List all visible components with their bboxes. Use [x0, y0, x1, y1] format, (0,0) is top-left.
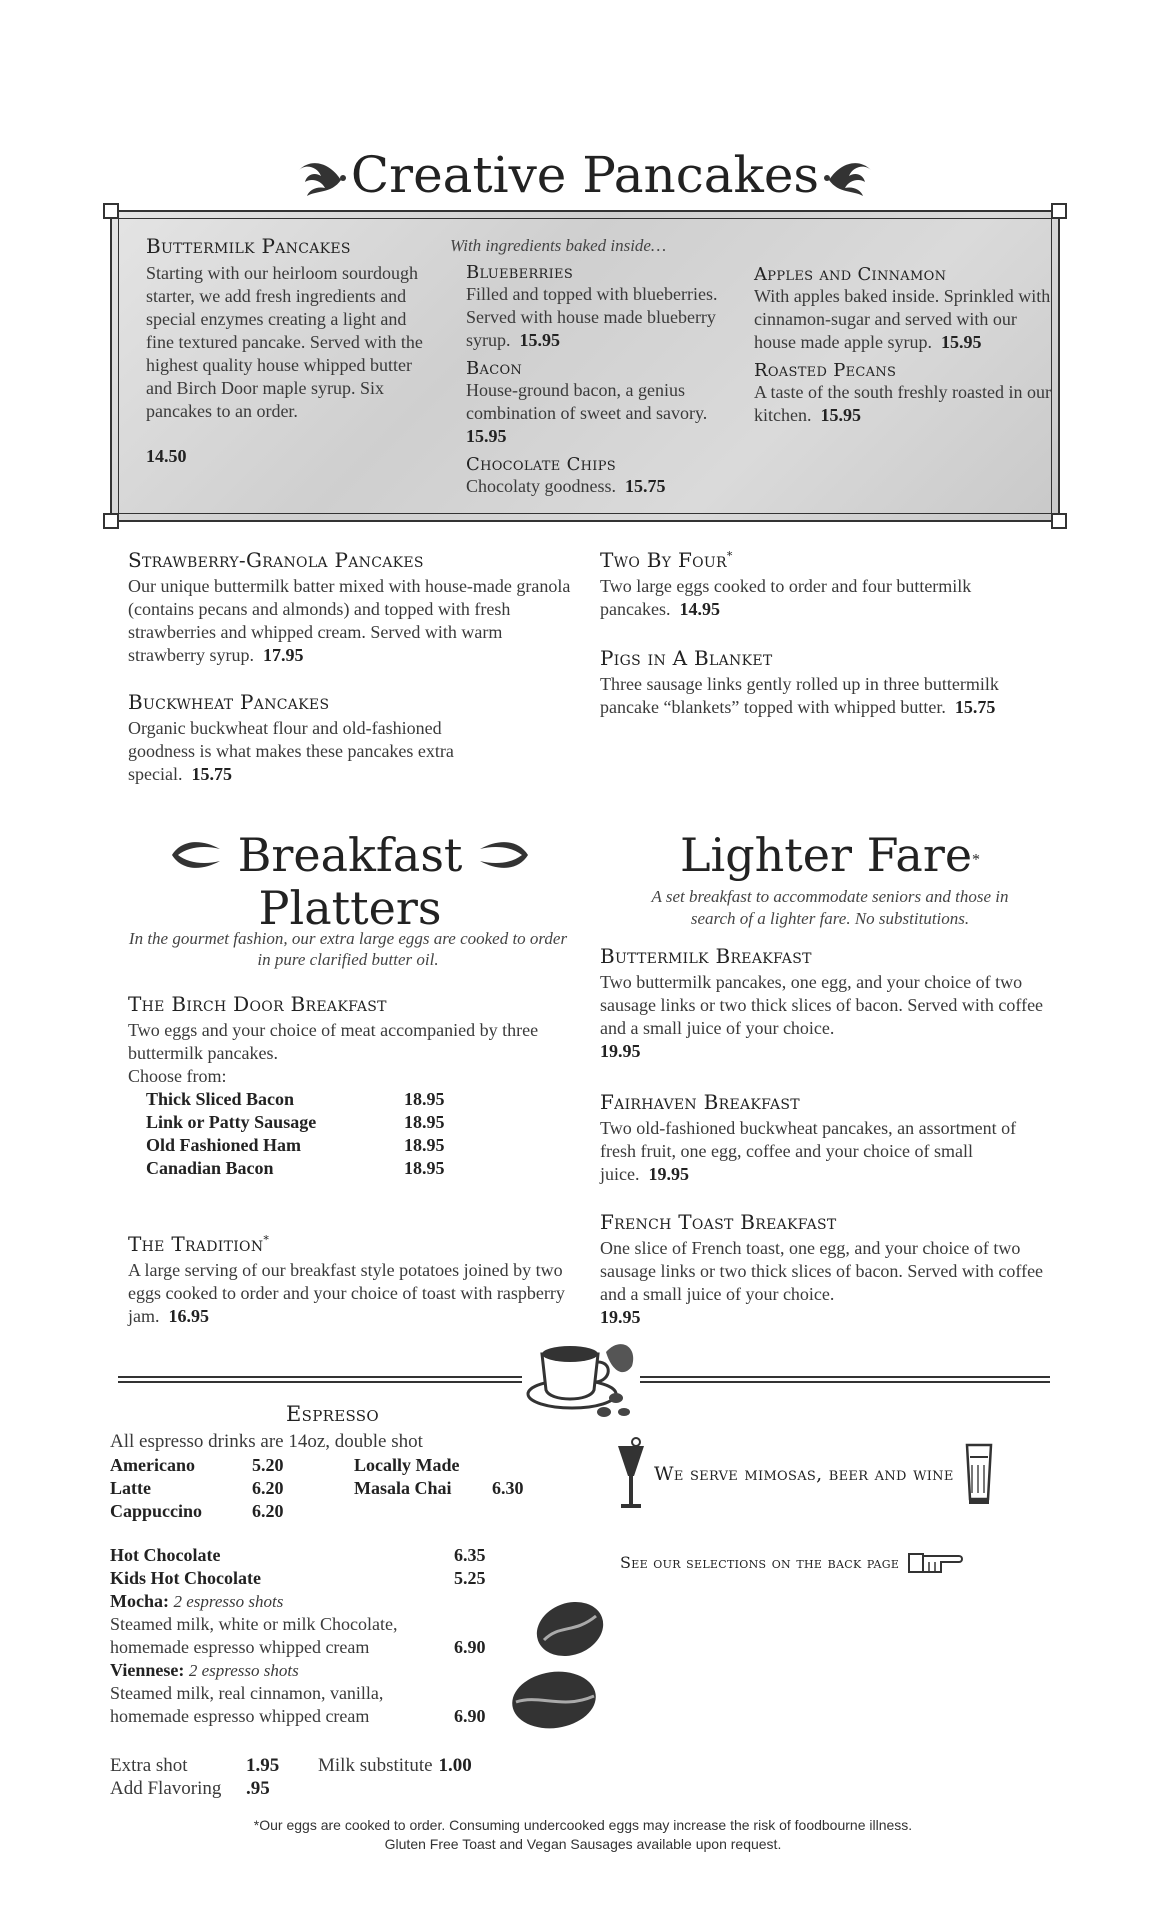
item-price: 15.75: [954, 697, 996, 717]
item-desc: Filled and topped with blueberries. Served with house made blueberry syrup.: [466, 284, 718, 350]
mocha-shots: 2 espresso shots: [173, 1592, 284, 1611]
item-price: 19.95: [600, 1307, 641, 1327]
drink-name: Latte: [110, 1478, 151, 1498]
drink-row: [110, 1567, 510, 1590]
item-asterisk: *: [726, 549, 733, 563]
option-price: 18.95: [404, 1112, 445, 1132]
item-name: Chocolate Chips: [466, 454, 616, 475]
fairhaven-breakfast-item: [600, 1090, 1020, 1186]
item-name: The Birch Door Breakfast: [128, 992, 387, 1016]
item-name-wrap: [600, 548, 1050, 572]
drink-price: 6.20: [252, 1478, 284, 1498]
mimosa-banner: [614, 1436, 1062, 1512]
item-name: Buttermilk Breakfast: [600, 944, 812, 968]
extras-row: [110, 1754, 472, 1777]
leaf-ornament-right-icon: [476, 835, 532, 875]
drink-price: 6.35: [454, 1545, 486, 1565]
footer-line2: Gluten Free Toast and Vegan Sausages available upon request.: [384, 1836, 782, 1852]
item-desc: A large serving of our breakfast style potatoes joined by two eggs cooked to order and your choice of toast with raspberry jam.: [128, 1260, 565, 1326]
masala-chai-price: 6.30: [492, 1478, 524, 1498]
item-name: Buckwheat Pancakes: [128, 690, 330, 714]
drink-price: 5.20: [252, 1455, 284, 1475]
item-price: 17.95: [262, 645, 304, 665]
item-desc: Two large eggs cooked to order and four buttermilk pancakes.: [600, 576, 972, 619]
meat-option-row: [146, 1111, 578, 1134]
coffee-bean-icon: [506, 1664, 602, 1736]
item-desc: Two eggs and your choice of meat accompanied by three buttermilk pancakes.: [128, 1020, 539, 1063]
item-name: Fairhaven Breakfast: [600, 1090, 800, 1114]
birch-door-breakfast-item: [128, 992, 578, 1180]
espresso-extras: [110, 1754, 472, 1800]
baked-inside-column: [450, 236, 740, 498]
drink-name: Americano: [110, 1455, 195, 1475]
item-desc: With apples baked inside. Sprinkled with cinnamon-sugar and served with our house made apple syrup.: [754, 286, 1051, 352]
drink-row: [110, 1477, 284, 1500]
item-desc: Organic buckwheat flour and old-fashioned goodness is what makes these pancakes extra special.: [128, 718, 454, 784]
item-desc-wrap: [754, 285, 1054, 354]
option-name: Thick Sliced Bacon: [146, 1089, 295, 1109]
drink-price: 5.25: [454, 1568, 486, 1588]
meat-option-row: [146, 1157, 578, 1180]
masala-chai-item: [354, 1454, 524, 1500]
section-divider-left: [118, 1376, 522, 1383]
bacon-item: [466, 358, 742, 448]
flavoring-price: .95: [246, 1778, 270, 1799]
lighter-fare-asterisk: *: [972, 851, 981, 869]
item-desc-wrap: [600, 575, 1050, 621]
drink-price: 6.20: [252, 1501, 284, 1521]
option-price: 18.95: [404, 1089, 445, 1109]
item-price: 15.95: [466, 426, 507, 446]
option-price: 18.95: [404, 1135, 445, 1155]
mocha-price: 6.90: [454, 1637, 486, 1657]
option-name: Link or Patty Sausage: [146, 1112, 317, 1132]
item-price: 14.95: [679, 599, 720, 619]
lighter-fare-title: Lighter Fare: [679, 828, 973, 882]
platters-title-line: [150, 828, 550, 882]
hot-drinks-list: [110, 1544, 510, 1728]
item-price: 15.95: [820, 405, 861, 425]
drink-row: [110, 1454, 284, 1477]
mocha-header: [110, 1590, 510, 1613]
item-name-wrap: [128, 1232, 588, 1256]
item-price: 15.75: [625, 476, 666, 496]
item-desc-wrap: [600, 673, 1030, 719]
buttermilk-pancakes-item: [146, 234, 436, 468]
item-desc: Two buttermilk pancakes, one egg, and your choice of two sausage links or two thick slices of bacon. Served with coffee and a small juice of your choice.: [600, 972, 1044, 1038]
strawberry-granola-item: [128, 548, 578, 667]
platters-title-line1: Breakfast: [237, 828, 463, 882]
viennese-name: Viennese:: [110, 1660, 185, 1680]
espresso-note: All espresso drinks are 14oz, double shot: [110, 1431, 423, 1452]
french-toast-breakfast-item: [600, 1210, 1048, 1329]
lighter-fare-title-wrap: [630, 828, 1030, 882]
viennese-desc-line2: homemade espresso whipped cream: [110, 1706, 370, 1726]
leaf-ornament-left-icon: [168, 835, 224, 875]
item-name: Apples and Cinnamon: [754, 264, 947, 285]
roasted-pecans-item: [754, 360, 1054, 427]
option-price: 18.95: [404, 1158, 445, 1178]
lighter-fare-note: A set breakfast to accommodate seniors and those in search of a lighter fare. No substitutions.: [651, 887, 1009, 928]
item-desc: Three sausage links gently rolled up in three buttermilk pancake “blankets” topped with whipped butter.: [600, 674, 999, 717]
item-desc-wrap: [128, 717, 508, 786]
box-corner-ornament: [1051, 203, 1067, 219]
buckwheat-pancakes-item: [128, 690, 508, 786]
mocha-desc-line1: Steamed milk, white or milk Chocolate,: [110, 1614, 398, 1634]
beer-glass-icon: [964, 1441, 994, 1507]
option-name: Canadian Bacon: [146, 1158, 274, 1178]
flavoring-row: [110, 1777, 472, 1800]
item-asterisk: *: [263, 1233, 270, 1247]
item-name: Bacon: [466, 358, 523, 379]
espresso-title: Espresso: [286, 1402, 379, 1426]
item-price: 16.95: [168, 1306, 209, 1326]
item-name: Pigs in A Blanket: [600, 646, 773, 670]
drink-name: Hot Chocolate: [110, 1545, 221, 1565]
pancake-box: [110, 210, 1060, 522]
item-desc: Our unique buttermilk batter mixed with house-made granola (contains pecans and almonds) and topped with fresh strawberries and whipped cream. Served with warm strawberry syrup.: [128, 576, 571, 665]
viennese-desc-line1: Steamed milk, real cinnamon, vanilla,: [110, 1683, 384, 1703]
item-desc-wrap: [466, 475, 742, 498]
flourish-left-icon: [291, 150, 347, 200]
item-name: The Tradition: [128, 1232, 264, 1256]
item-price: 19.95: [648, 1164, 689, 1184]
flavoring-label: Add Flavoring: [110, 1778, 222, 1799]
item-desc-wrap: [754, 381, 1054, 427]
milk-sub-label: Milk substitute: [318, 1755, 433, 1776]
meat-option-row: [146, 1134, 578, 1157]
item-desc-wrap: [600, 1117, 1020, 1186]
pointing-hand-icon: [907, 1546, 965, 1578]
two-by-four-item: [600, 548, 1050, 621]
item-name: French Toast Breakfast: [600, 1210, 837, 1234]
extra-shot-label: Extra shot: [110, 1755, 188, 1776]
cocktail-glass-icon: [614, 1436, 648, 1512]
chocolate-chips-item: [466, 454, 742, 498]
mimosa-text: We serve mimosas, beer and wine: [654, 1463, 954, 1485]
pigs-in-a-blanket-item: [600, 646, 1030, 719]
drink-name: Cappuccino: [110, 1501, 203, 1521]
item-desc-wrap: [466, 379, 742, 448]
item-price: 19.95: [600, 1041, 641, 1061]
option-name: Old Fashioned Ham: [146, 1135, 302, 1155]
meat-option-row: [146, 1088, 578, 1111]
item-price: 14.50: [146, 446, 187, 466]
section-divider-right: [640, 1376, 1050, 1383]
baked-inside-column-right: [754, 264, 1054, 427]
item-name: Roasted Pecans: [754, 360, 897, 381]
espresso-drinks-col1: [110, 1454, 284, 1523]
coffee-cup-icon: [520, 1332, 644, 1428]
box-corner-ornament: [1051, 513, 1067, 529]
item-desc-wrap: [128, 575, 578, 667]
pancakes-title-block: [290, 140, 880, 210]
viennese-price: 6.90: [454, 1706, 486, 1726]
platters-note: In the gourmet fashion, our extra large eggs are cooked to order in pure clarified butter oil.: [128, 929, 568, 969]
item-desc-wrap: [128, 1259, 588, 1328]
box-corner-ornament: [103, 203, 119, 219]
viennese-desc-row: [110, 1705, 510, 1728]
selections-text: See our selections on the back page: [620, 1552, 900, 1572]
viennese-header: [110, 1659, 510, 1682]
item-price: 15.95: [940, 332, 982, 352]
item-price: 15.75: [191, 764, 232, 784]
item-desc: A taste of the south freshly roasted in our kitchen.: [754, 382, 1051, 425]
meat-options: [146, 1088, 578, 1180]
the-tradition-item: [128, 1232, 588, 1328]
apples-cinnamon-item: [754, 264, 1054, 354]
item-desc: House-ground bacon, a genius combination of sweet and savory.: [466, 380, 708, 423]
item-name: Buttermilk Pancakes: [146, 234, 351, 258]
mocha-desc-row: [110, 1636, 510, 1659]
choose-from-label: Choose from:: [128, 1066, 227, 1086]
platters-title-line2: Platters: [258, 881, 442, 935]
milk-sub-price: 1.00: [438, 1755, 472, 1776]
masala-chai-line1: Locally Made: [354, 1455, 460, 1475]
baked-note: With ingredients baked inside…: [450, 236, 667, 255]
item-name: Blueberries: [466, 262, 574, 283]
mocha-desc-line2: homemade espresso whipped cream: [110, 1637, 370, 1657]
masala-chai-line2: Masala Chai: [354, 1478, 452, 1498]
item-price: 15.95: [519, 330, 560, 350]
item-desc: Starting with our heirloom sourdough starter, we add fresh ingredients and special enzymes creating a light and fine textured pancake. Served with the highest quality house whipped butter and Birch Door maple syrup. Six pancakes to an order.: [146, 263, 423, 421]
footer-line1: *Our eggs are cooked to order. Consuming undercooked eggs may increase the risk of foodbourne illness.: [253, 1817, 913, 1833]
item-desc: One slice of French toast, one egg, and your choice of two sausage links or two thick slices of bacon. Served with coffee and a small juice of your choice.: [600, 1238, 1044, 1304]
item-name: Strawberry-Granola Pancakes: [128, 548, 424, 572]
pancakes-title: Creative Pancakes: [350, 146, 820, 204]
blueberries-item: [466, 262, 742, 352]
box-corner-ornament: [103, 513, 119, 529]
drink-row: [110, 1500, 284, 1523]
extra-shot-price: 1.95: [246, 1755, 280, 1776]
mocha-name: Mocha:: [110, 1591, 169, 1611]
item-desc-wrap: [466, 283, 742, 352]
viennese-shots: 2 espresso shots: [188, 1661, 299, 1680]
item-name: Two By Four: [600, 548, 727, 572]
drink-name: Kids Hot Chocolate: [110, 1568, 261, 1588]
footer: [0, 1816, 1166, 1854]
item-desc: Chocolaty goodness.: [466, 476, 616, 496]
selections-note: [620, 1546, 965, 1578]
flourish-right-icon: [823, 150, 879, 200]
masala-chai-row: [354, 1477, 524, 1500]
drink-row: [110, 1544, 510, 1567]
buttermilk-breakfast-item: [600, 944, 1048, 1063]
platters-title-block: [150, 828, 550, 934]
item-desc: Two old-fashioned buckwheat pancakes, an assortment of fresh fruit, one egg, coffee and your choice of small juice.: [600, 1118, 1017, 1184]
coffee-bean-icon: [530, 1594, 610, 1664]
